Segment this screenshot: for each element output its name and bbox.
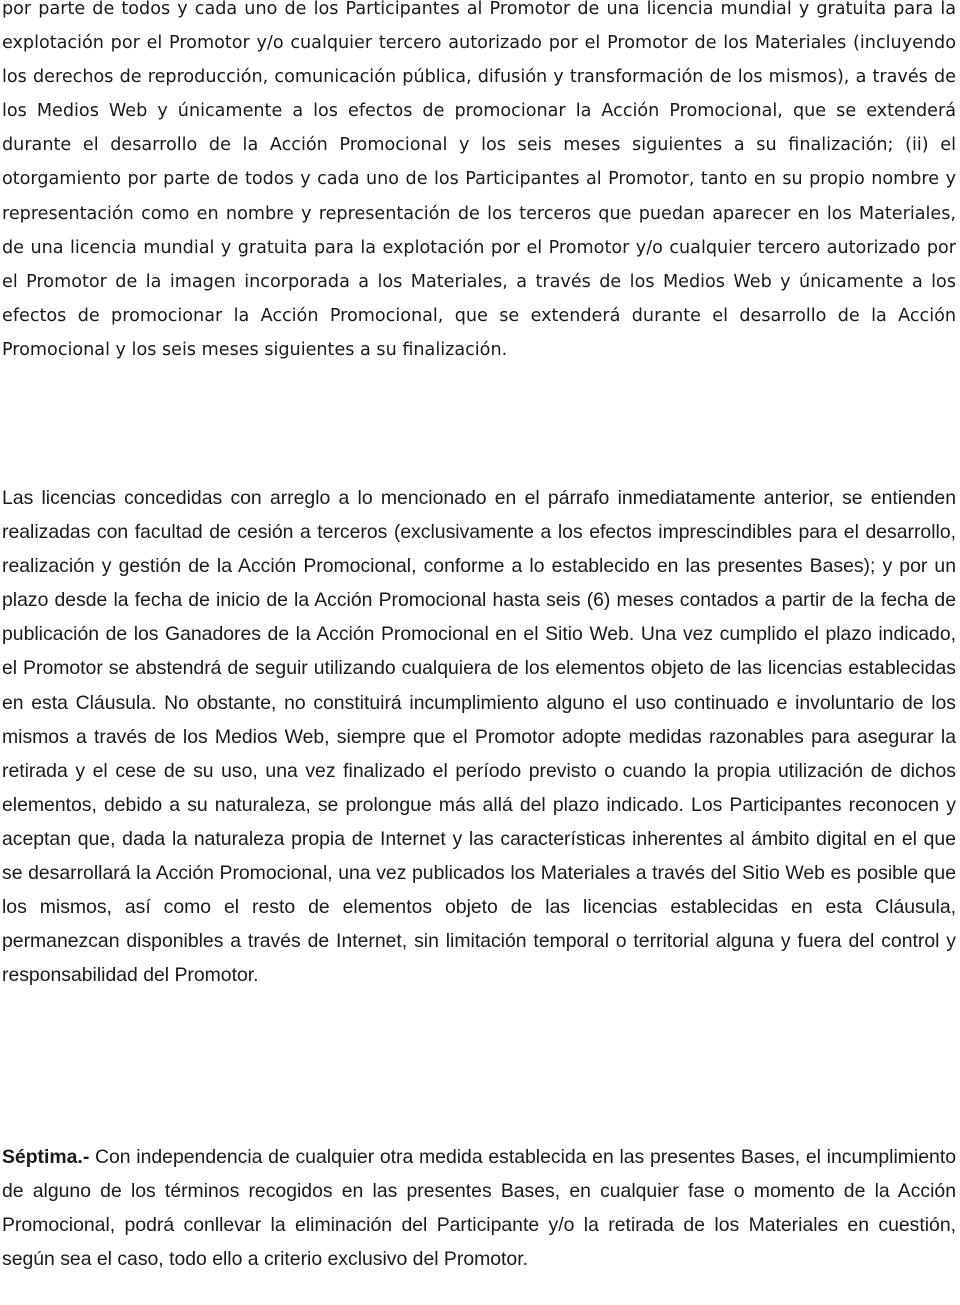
clause-heading-separator: - (82, 1146, 96, 1168)
paragraph-license-term: Las licencias concedidas con arreglo a lo mencionado en el párrafo inmediatamente anterior, se entienden realizadas con facultad de cesión a terceros (exclusivamente a los efectos imprescindibles para el desarrollo, realización y gestión de la Acción Promocional, conforme a lo establecido en las presentes Bases); y por un plazo desde la fecha de inicio de la Acción Promocional hasta seis (6) meses contados a partir de la fecha de publicación de los Ganadores de la Acción Promocional en el Sitio Web. Una vez cumplido el plazo indicado, el Promotor se abstendrá de seguir utilizando cualquiera de los elementos objeto de las licencias establecidas en esta Cláusula. No obstante, no constituirá incumplimiento alguno el uso continuado e involuntario de los mismos a través de los Medios Web, siempre que el Promotor adopte medidas razonables para asegurar la retirada y el cese de su uso, una vez finalizado el período previsto o cuando la propia utilización de dichos elementos, debido a su naturaleza, se prolongue más allá del plazo indicado. Los Participantes reconocen y aceptan que, dada la naturaleza propia de Internet y las características inherentes al ámbito digital en el que se desarrollará la Acción Promocional, una vez publicados los Materiales a través del Sitio Web es posible que los mismos, así como el resto de elementos objeto de las licencias establecidas en esta Cláusula, permanezcan disponibles a través de Internet, sin limitación temporal o territorial alguna y fuera del control y responsabilidad del Promotor. (2, 487, 956, 987)
clause-body: Con independencia de cualquier otra medida establecida en las presentes Bases, el incumplimiento de alguno de los términos recogidos en las presentes Bases, en cualquier fase o momento de la Acción Promocional, podrá conllevar la eliminación del Participante y/o la retirada de los Materiales en cuestión, según sea el caso, todo ello a criterio exclusivo del Promotor. (2, 1146, 956, 1271)
clause-septima (2, 1140, 956, 1276)
paragraph-license-grant: por parte de todos y cada uno de los Participantes al Promotor de una licencia mundial y gratuita para la explotación por el Promotor y/o cualquier tercero autorizado por el Promotor de los Materiales (incluyendo los derechos de reproducción, comunicación pública, difusión y transformación de los mismos), a través de los Medios Web y únicamente a los efectos de promocionar la Acción Promocional, que se extenderá durante el desarrollo de la Acción Promocional y los seis meses siguientes a su finalización; (ii) el otorgamiento por parte de todos y cada uno de los Participantes al Promotor, tanto en su propio nombre y representación como en nombre y representación de los terceros que puedan aparecer en los Materiales, de una licencia mundial y gratuita para la explotación por el Promotor y/o cualquier tercero autorizado por el Promotor de la imagen incorporada a los Materiales, a través de los Medios Web y únicamente a los efectos de promocionar la Acción Promocional, que se extenderá durante el desarrollo de la Acción Promocional y los seis meses siguientes a su finalización. (2, 0, 956, 360)
clause-heading: Séptima. (2, 1146, 83, 1168)
